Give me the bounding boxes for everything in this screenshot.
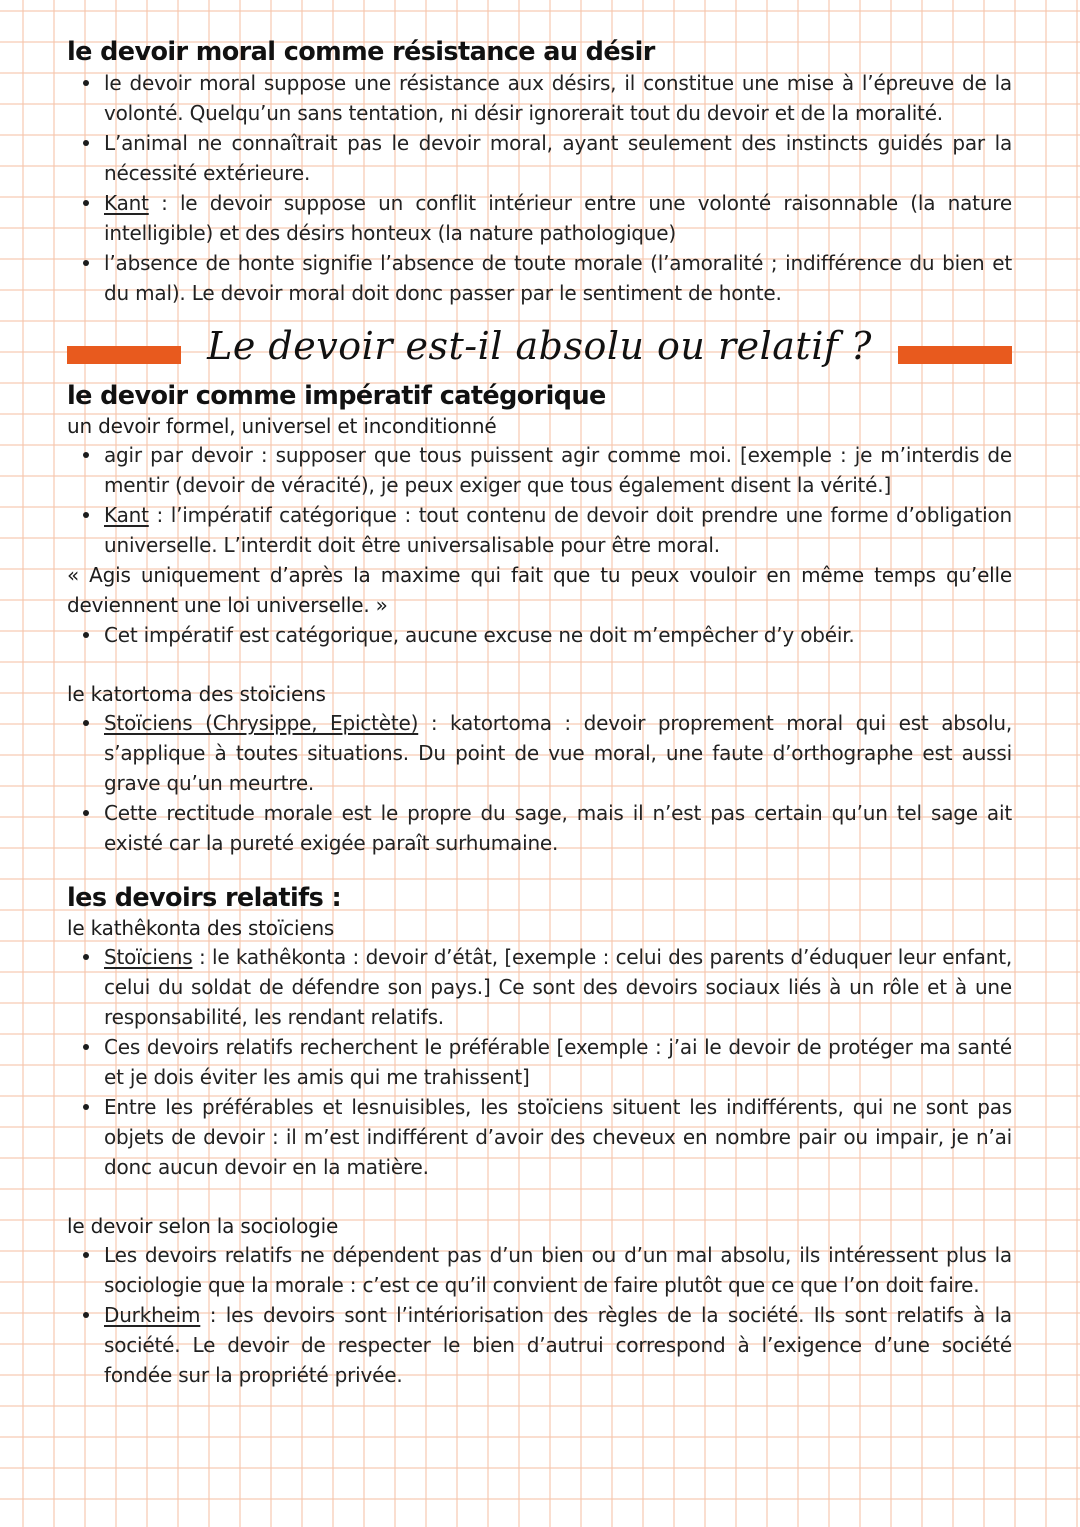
subheading: le katortoma des stoïciens — [67, 682, 326, 706]
list-item: Stoïciens : le kathêkonta : devoir d’étât, [exemple : celui des parents d’éduquer leur enfant, celui du soldat de défendre son pays.] Ce sont des devoirs sociaux liés à un rôle et à une responsabilité, les rendant relatifs. — [104, 942, 1012, 1032]
subheading: un devoir formel, universel et inconditionné — [67, 414, 497, 438]
accent-bar-right — [898, 346, 1012, 364]
author-durkheim: Durkheim — [104, 1303, 201, 1327]
list-item: Stoïciens (Chrysippe, Epictète) : katortoma : devoir proprement moral qui est absolu, s’applique à toutes situations. Du point de vue moral, une faute d’orthographe est aussi grave qu’un meurtre. — [104, 708, 1012, 798]
page — [67, 36, 1012, 1390]
author-stoiciens: Stoïciens — [104, 945, 193, 969]
subheading: le kathêkonta des stoïciens — [67, 916, 335, 940]
list-item: Ces devoirs relatifs recherchent le préférable [exemple : j’ai le devoir de protéger ma santé et je dois éviter les amis qui me trahissent] — [104, 1032, 1012, 1092]
list-item: Durkheim : les devoirs sont l’intériorisation des règles de la société. Ils sont relatifs à la société. Le devoir de respecter le bien d’autrui correspond à l’exigence d’une société fondée sur la propriété privée. — [104, 1300, 1012, 1390]
list-item: Kant : le devoir suppose un conflit intérieur entre une volonté raisonnable (la nature intelligible) et des désirs honteux (la nature pathologique) — [104, 188, 1012, 248]
list-item: le devoir moral suppose une résistance aux désirs, il constitue une mise à l’épreuve de la volonté. Quelqu’un sans tentation, ni désir ignorerait tout du devoir et de la moralité. — [104, 68, 1012, 128]
section-heading-imperatif: le devoir comme impératif catégorique — [67, 381, 606, 411]
page-title: Le devoir est-il absolu ou relatif ? — [207, 324, 872, 368]
subheading: le devoir selon la sociologie — [67, 1214, 339, 1238]
kant-quote: « Agis uniquement d’après la maxime qui fait que tu peux vouloir en même temps qu’elle deviennent une loi universelle. » — [67, 563, 1012, 617]
list-item: Entre les préférables et lesnuisibles, les stoïciens situent les indifférents, qui ne sont pas objets de devoir : il m’est indifférent d’avoir des cheveux en nombre pair ou impair, je n’ai donc aucun devoir en la matière. — [104, 1092, 1012, 1182]
author-kant: Kant — [104, 503, 149, 527]
kathekonta-list — [67, 942, 1012, 1182]
imperatif-list-2 — [67, 620, 1012, 650]
spacer — [67, 858, 1012, 882]
author-stoiciens: Stoïciens (Chrysippe, Epictète) — [104, 711, 419, 735]
desir-list — [67, 68, 1012, 308]
list-item: Les devoirs relatifs ne dépendent pas d’un bien ou d’un mal absolu, ils intéressent plus la sociologie que la morale : c’est ce qu’il convient de faire plutôt que ce que l’on doit faire. — [104, 1240, 1012, 1300]
sociologie-list — [67, 1240, 1012, 1390]
list-item: Cette rectitude morale est le propre du sage, mais il n’est pas certain qu’un tel sage ait existé car la pureté exigée paraît surhumaine. — [104, 798, 1012, 858]
title-banner — [67, 318, 1012, 380]
list-item: agir par devoir : supposer que tous puissent agir comme moi. [exemple : je m’interdis de mentir (devoir de véracité), je peux exiger que tous également disent la vérité.] — [104, 440, 1012, 500]
list-item: Cet impératif est catégorique, aucune excuse ne doit m’empêcher d’y obéir. — [104, 620, 1012, 650]
imperatif-list — [67, 440, 1012, 560]
spacer — [67, 1182, 1012, 1212]
section-heading-relatifs: les devoirs relatifs : — [67, 883, 342, 913]
list-item: Kant : l’impératif catégorique : tout contenu de devoir doit prendre une forme d’obligation universelle. L’interdit doit être universalisable pour être moral. — [104, 500, 1012, 560]
katortoma-list — [67, 708, 1012, 858]
list-item: L’animal ne connaîtrait pas le devoir moral, ayant seulement des instincts guidés par la nécessité extérieure. — [104, 128, 1012, 188]
author-kant: Kant — [104, 191, 149, 215]
spacer — [67, 650, 1012, 680]
section-heading-desir: le devoir moral comme résistance au désir — [67, 37, 655, 67]
list-item: l’absence de honte signifie l’absence de toute morale (l’amoralité ; indifférence du bien et du mal). Le devoir moral doit donc passer par le sentiment de honte. — [104, 248, 1012, 308]
